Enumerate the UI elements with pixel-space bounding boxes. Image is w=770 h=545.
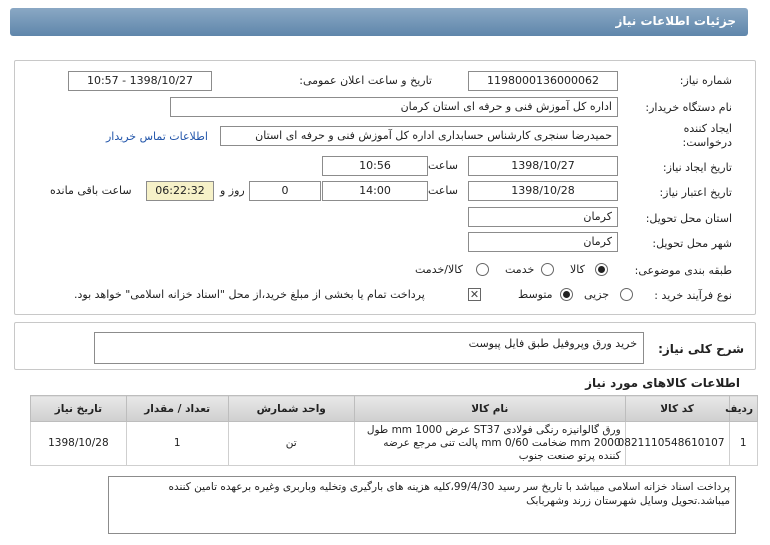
valid-date-label: تاریخ اعتبار نیاز: — [659, 186, 732, 199]
treasury-payment-note: پرداخت تمام یا بخشی از مبلغ خرید،از محل "اسناد خزانه اسلامی" خواهد بود. — [74, 288, 425, 301]
goods-table-header — [31, 396, 758, 422]
description-field[interactable]: خرید ورق وپروفیل طبق فایل پیوست — [94, 332, 644, 364]
purchase-minor-label: جزیی — [584, 288, 610, 301]
day-and-label: روز و — [220, 184, 245, 197]
days-remaining-field[interactable]: 0 — [249, 181, 321, 201]
announce-datetime-field[interactable]: 1398/10/27 - 10:57 — [68, 71, 212, 91]
province-label: استان محل تحویل: — [645, 212, 732, 225]
category-label: طبقه بندی موضوعی: — [634, 264, 732, 277]
category-service-label: خدمت — [505, 263, 535, 276]
province-field[interactable]: کرمان — [468, 207, 618, 227]
col-name: نام کالا — [354, 396, 625, 422]
goods-section-title: اطلاعات کالاهای مورد نیاز — [585, 376, 740, 390]
city-label: شهر محل تحویل: — [652, 237, 732, 250]
announce-label: تاریخ و ساعت اعلان عمومی: — [299, 74, 432, 87]
category-goods-label: کالا — [570, 263, 585, 276]
buyer-contact-link[interactable]: اطلاعات تماس خریدار — [106, 130, 208, 143]
page-title: جزئیات اطلاعات نیاز — [615, 14, 736, 28]
city-field[interactable]: کرمان — [468, 232, 618, 252]
row-name: ورق گالوانیزه رنگی فولادی ST37 عرض 1000 mm طول 2000 mm ضخامت 0/60 mm پالت تنی مرجع عرضه کننده پرتو صنعت جنوب — [354, 422, 625, 466]
created-time-label: ساعت — [428, 159, 458, 172]
valid-time-field[interactable]: 14:00 — [322, 181, 428, 201]
goods-table — [30, 395, 758, 466]
created-date-label: تاریخ ایجاد نیاز: — [662, 161, 732, 174]
remaining-time-field: 06:22:32 — [146, 181, 214, 201]
category-goods-radio[interactable] — [595, 263, 608, 276]
valid-date-field[interactable]: 1398/10/28 — [468, 181, 618, 201]
valid-time-label: ساعت — [428, 184, 458, 197]
col-qty: تعداد / مقدار — [126, 396, 228, 422]
creator-label-line1: ایجاد کننده — [683, 122, 732, 135]
created-date-field[interactable]: 1398/10/27 — [468, 156, 618, 176]
table-row — [31, 422, 758, 466]
category-goods-service-label: کالا/خدمت — [415, 263, 463, 276]
description-label: شرح کلی نیاز: — [658, 342, 744, 356]
row-date: 1398/10/28 — [31, 422, 127, 466]
purchase-medium-label: متوسط — [518, 288, 553, 301]
remaining-label: ساعت باقی مانده — [50, 184, 132, 197]
buyer-notes-field[interactable]: پرداخت اسناد خزانه اسلامی میباشد با تاریخ سر رسید 99/4/30،کلیه هزینه های بارگیری وتخلیه وباربری وغیره برعهده تامین کننده میباشد.تحویل وسایل شهرستان زرند وشهربابک — [108, 476, 736, 534]
creator-field[interactable]: حمیدرضا سنجری کارشناس حسابداری اداره کل آموزش فنی و حرفه ای استان — [220, 126, 618, 146]
purchase-medium-radio[interactable] — [560, 288, 573, 301]
col-unit: واحد شمارش — [228, 396, 354, 422]
need-number-field[interactable]: 1198000136000062 — [468, 71, 618, 91]
created-time-field[interactable]: 10:56 — [322, 156, 428, 176]
treasury-payment-checkbox[interactable]: ✕ — [469, 288, 480, 301]
buyer-label: نام دستگاه خریدار: — [645, 101, 732, 114]
col-index: ردیف — [729, 396, 758, 422]
buyer-field[interactable]: اداره کل آموزش فنی و حرفه ای استان کرمان — [170, 97, 618, 117]
col-date: تاریخ نیاز — [31, 396, 127, 422]
col-code: کد کالا — [625, 396, 729, 422]
row-unit: تن — [228, 422, 354, 466]
need-number-label: شماره نیاز: — [679, 74, 732, 87]
row-qty: 1 — [126, 422, 228, 466]
page-title-bar — [10, 8, 748, 36]
category-service-radio[interactable] — [541, 263, 554, 276]
row-code: 0821110548610107 — [625, 422, 729, 466]
purchase-minor-radio[interactable] — [620, 288, 633, 301]
purchase-type-label: نوع فرآیند خرید : — [654, 289, 732, 302]
category-goods-service-radio[interactable] — [476, 263, 489, 276]
row-index: 1 — [729, 422, 758, 466]
creator-label-line2: درخواست: — [682, 136, 732, 149]
